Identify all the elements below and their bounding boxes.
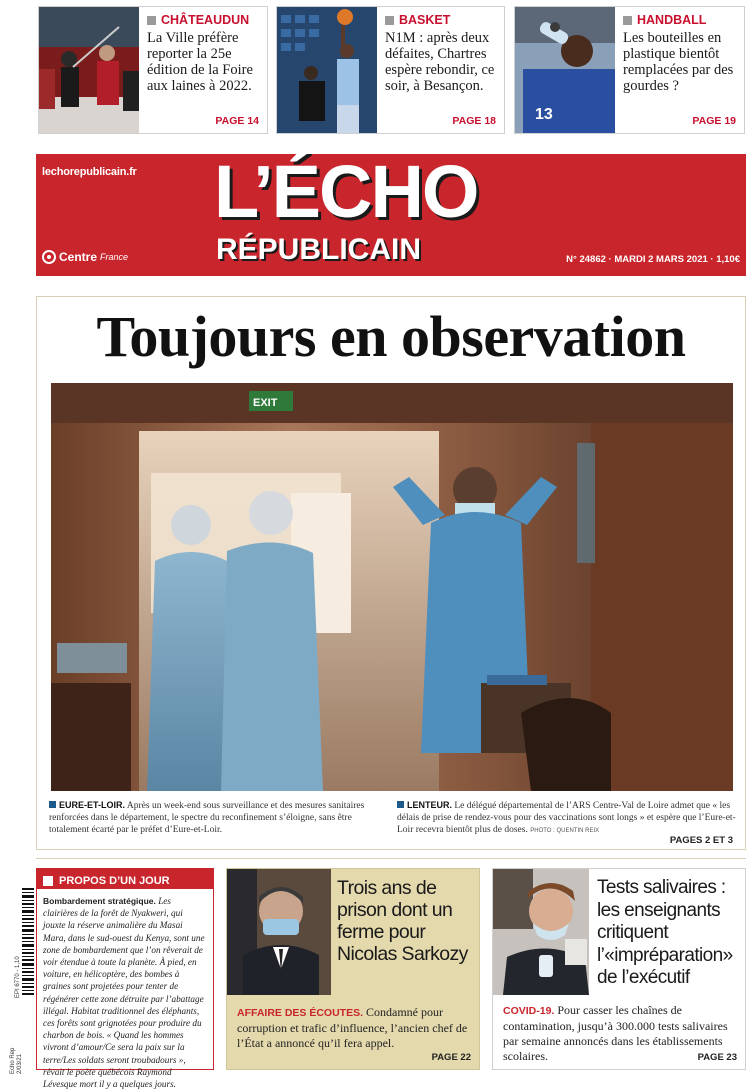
main-headline: Toujours en observation [96, 304, 686, 369]
teaser-handball[interactable] [514, 6, 745, 134]
issue-info: N° 24862 · MARDI 2 MARS 2021 · 1,10€ [566, 254, 740, 265]
centre-france-logo: Centre France [42, 250, 128, 264]
tests-photo [493, 869, 589, 995]
main-pages: PAGES 2 ET 3 [669, 835, 733, 846]
teaser-kicker: BASKET [385, 13, 498, 27]
teaser-basket[interactable] [276, 6, 505, 134]
teaser-kicker: HANDBALL [623, 13, 738, 27]
tests-headline: Tests salivaires : les enseignants critiquent l’«impréparation» de l’exécutif [597, 877, 733, 988]
svg-text:13: 13 [535, 106, 553, 123]
exit-sign-text: EXIT [253, 397, 278, 409]
barcode-line-1: Echo Rep [10, 1047, 16, 1074]
photo-credit: PHOTO : QUENTIN REIX [530, 828, 600, 834]
teaser-photo-medieval [39, 7, 139, 133]
teaser-page: PAGE 14 [215, 115, 259, 127]
teaser-text: Les bouteilles en plastique bientôt remplacées par des gourdes ? [623, 30, 734, 94]
story-tests-salivaires[interactable] [492, 868, 746, 1070]
tests-text: COVID-19. Pour casser les chaînes de contamination, jusqu’à 300.000 tests salivaires par semaine annoncés dans les établissements scolaires. [503, 1003, 728, 1063]
logo-line-1: L’ÉCHO [214, 150, 478, 233]
caption-bullet-icon [49, 801, 56, 808]
sarkozy-page: PAGE 22 [431, 1052, 471, 1063]
website-url[interactable]: lechorepublicain.fr [42, 166, 137, 178]
tests-page: PAGE 23 [697, 1052, 737, 1063]
teaser-page: PAGE 19 [692, 115, 736, 127]
logo-line-2: RÉPUBLICAIN [216, 233, 422, 266]
propos-text: Bombardement stratégique. Les clairières de la forêt de Nyakweri, qui jouxte la réserve animalière du Masai Mara, dans le sud-ouest du Kenya, sont une zone de bombardement que l’on rêverait de voir étendue à toute la planète. À pied, en voiture, en hélicoptère, des bombes à graines sont projetées pour tenter de régénérer cette zone détruite par l’abattage illégal. Habitat traditionnel des éléphants, ces forêts sont grignotées pour produire du charbon de bois. « Quand les hommes vivront d’amour/Ce sera la paix sur la terre/Les soldats seront troubadours », rêvait le poète québécois Raymond Lévesque mort il y a quelques jours. [43, 896, 205, 1090]
sarkozy-headline: Trois ans de prison dont un ferme pour Nicolas Sarkozy [337, 877, 468, 965]
barcode-labels [10, 888, 34, 1074]
teaser-chateaudun[interactable] [38, 6, 268, 134]
propos-dun-jour[interactable] [36, 868, 214, 1090]
teaser-text: La Ville préfère reporter la 25e édition de la Foire aux laines à 2022. [147, 30, 253, 94]
teaser-text: N1M : après deux défaites, Chartres espère rebondir, ce soir, à Besançon. [385, 30, 495, 94]
barcode [10, 888, 34, 1074]
barcode-line-2: 2/03/21 [17, 1053, 23, 1074]
main-story[interactable] [36, 296, 746, 850]
centre-france-icon [42, 250, 56, 264]
teaser-photo-basketball [277, 7, 377, 133]
caption-bullet-icon [397, 801, 404, 808]
sarkozy-photo [227, 869, 331, 995]
hero-photo-hospital [51, 383, 733, 791]
masthead [36, 150, 746, 276]
caption-left: EURE-ET-LOIR. Après un week-end sous surveillance et des mesures sanitaires renforcées dans le département, le spectre du reconfinement s’éloigne, sans être totalement écarté par le préfet d’Eure-et-Loir. [49, 800, 365, 835]
propos-square-icon [43, 876, 53, 886]
propos-header: PROPOS D’UN JOUR [37, 869, 213, 889]
teaser-kicker: CHÂTEAUDUN [147, 13, 261, 27]
teaser-page: PAGE 18 [452, 115, 496, 127]
barcode-code: EPI 6770 - 1,10 [15, 956, 21, 998]
story-sarkozy[interactable] [226, 868, 480, 1070]
section-divider [36, 858, 746, 859]
sarkozy-text: AFFAIRE DES ÉCOUTES. Condamné pour corruption et trafic d’influence, l’ancien chef de l’État a annoncé qu’il fera appel. [237, 1005, 468, 1050]
caption-right: LENTEUR. Le délégué départemental de l’ARS Centre-Val de Loire admet que « les délais de prise de rendez-vous pour des vaccinations sont longs » et espère que l’Eure-et-Loir recevra bientôt plus de doses. PHOTO : QUENTIN REIX [397, 800, 736, 835]
teaser-photo-handball [515, 7, 615, 133]
